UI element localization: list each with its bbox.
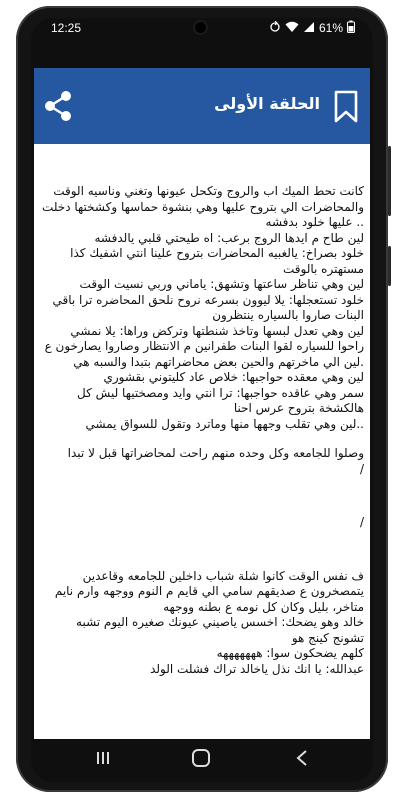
text-line: كلهم يضحكون سوا: هههههههه <box>216 646 364 660</box>
battery-icon <box>347 20 355 36</box>
text-line: سمر وهي عاقده حواجبها: ترا انتي وايد ومصختيها ليش كل <box>77 385 364 400</box>
text-line: / <box>359 515 364 529</box>
status-bar <box>31 18 373 40</box>
text-line: لين طاح م ايدها الروج برعب: اه طيحتي قلبي يالدفشه <box>94 230 364 245</box>
text-line: خلود تستعجلها: يلا ليوون بسرعه نروح نلحق المحاضره ترا باقي <box>52 292 364 307</box>
text-line: وصلوا للجامعه وكل وحده منهم راحت لمحاضراتها قبل لا تبدا <box>67 446 364 460</box>
text-line: يتمصخرون ع صديقهم سامي الي قايم م النوم ووجهه وارم نايم <box>54 584 364 598</box>
system-nav-bar <box>31 739 373 782</box>
text-line: هالكشخة بتروح عرس احنا <box>233 401 364 415</box>
text-line: .. عليها خلود بدفشه <box>265 215 364 229</box>
status-icons <box>269 20 355 36</box>
power-button <box>388 246 391 286</box>
phone-screen <box>31 18 373 782</box>
status-time: 12:25 <box>51 21 82 35</box>
text-line: تشونج كينج هو <box>291 630 364 645</box>
text-line: ف نفس الوقت كانوا شلة شباب داخلين للجامعه وقاعدين <box>82 568 364 583</box>
spacer <box>40 531 364 569</box>
bookmark-icon[interactable] <box>334 90 358 124</box>
text-line: لين وهي معقده حواجبها: خلاص عاد كليتوني بقشوري <box>103 370 364 384</box>
front-camera <box>195 22 206 33</box>
share-icon[interactable] <box>44 90 72 122</box>
back-button[interactable] <box>295 749 309 771</box>
text-line: والمحاضرات الي بتروح عليها وهي بنشوة حماسها وكشختها دخلت <box>42 199 364 214</box>
wifi-icon <box>285 21 299 36</box>
text-line: لين وهي تناظر ساعتها وتشهق: ياماني وربي نسيت الوقت <box>79 277 364 291</box>
story-content <box>34 144 370 739</box>
volume-button <box>388 146 391 216</box>
text-line: مستهتره بالوقت <box>283 261 364 276</box>
app-bar <box>34 68 370 144</box>
sync-icon <box>269 21 281 36</box>
spacer <box>40 432 364 446</box>
spacer <box>40 477 364 515</box>
text-line: البنات صاروا بالسياره ينتظرون <box>212 308 364 322</box>
story-text <box>40 184 364 677</box>
text-line: خالد وهو يضحك: اخسس ياصيني عيونك صغيره اليوم تشبه <box>76 615 364 629</box>
text-line: .لين الي ماخرتهم والحين بعض محاضراتهم بتبدا والسبه هي <box>73 354 364 369</box>
text-line: / <box>359 461 364 476</box>
text-line: كانت تحط الميك اب والروج وتكحل عيونها وتغني وناسيه الوقت <box>53 184 364 198</box>
battery-percent: 61% <box>318 21 343 35</box>
text-line: عبدالله: يا انك نذل ياخالد تراك فشلت الولد <box>150 661 364 676</box>
signal-icon <box>303 21 315 36</box>
page-title: الحلقة الأولى <box>214 94 320 113</box>
text-line: لين وهي تعدل لبسها وتاخذ شنطتها وتركض وراها: يلا نمشي <box>70 323 364 338</box>
text-line: متاخر، بليل وكان كل نومه ع بطنه ووجهه <box>163 599 364 614</box>
text-line: خلود بصراخ: يالغبيه المحاضرات بتروح علينا انتي اشفيك كذا <box>70 246 364 260</box>
text-line: ..لين وهي تقلب وجهها منها وماترد وتقول للسواق يمشي <box>85 416 364 431</box>
home-button[interactable] <box>191 749 211 771</box>
text-line: راحوا للسياره لقوا البنات طفرانين م الانتظار وصاروا يصارخون ع <box>44 339 364 353</box>
recent-apps-button[interactable] <box>95 749 111 771</box>
